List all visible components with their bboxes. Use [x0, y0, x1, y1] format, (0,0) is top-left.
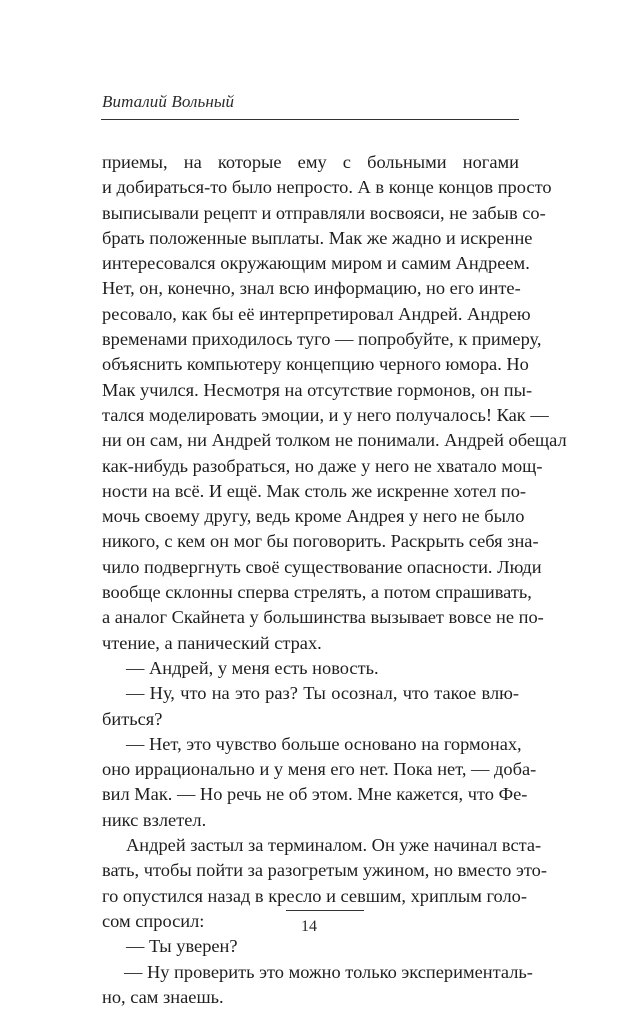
dialogue-line: — Ну проверить это можно только эксперименталь- — [124, 961, 533, 982]
text-line: никого, с кем он мог бы поговорить. Раскрыть себя зна- — [102, 531, 539, 552]
footer-divider — [286, 910, 364, 911]
text-line: тался моделировать эмоции, и у него получалось! Как — — [102, 404, 549, 425]
text-line: брать положенные выплаты. Мак же жадно и искренне — [102, 227, 533, 248]
text-line: вообще склонны сперва стрелять, а потом спрашивать, — [102, 582, 532, 603]
dialogue-line: — Ты уверен? — [126, 936, 238, 957]
text-line: но, сам знаешь. — [102, 986, 224, 1007]
text-line: го опустился назад в кресло и севшим, хриплым голо- — [102, 885, 527, 906]
text-line: а аналог Скайнета у большинства вызывает вовсе не по- — [102, 607, 544, 628]
dialogue-line: — Нет, это чувство больше основано на гормонах, — [126, 733, 522, 754]
text-line: вил Мак. — Но речь не об этом. Мне кажется, что Фе- — [102, 784, 528, 805]
body-text — [102, 150, 567, 1010]
text-line: выписывали рецепт и отправляли восвояси, не забыв со- — [102, 202, 546, 223]
text-line: никс взлетел. — [102, 809, 207, 830]
text-line: ни он сам, ни Андрей толком не понимали. Андрей обещал — [102, 430, 567, 451]
header-divider — [101, 119, 519, 120]
running-head-author: Виталий Вольный — [102, 92, 235, 111]
text-line: временами приходилось туго — попробуйте, к примеру, — [102, 329, 542, 350]
text-line: ресовало, как бы её интерпретировал Андрей. Андрею — [102, 303, 531, 324]
text-line: объяснить компьютеру концепцию черного юмора. Но — [102, 354, 529, 375]
text-line: биться? — [102, 708, 163, 729]
text-line: интересовался окружающим миром и самим Андреем. — [102, 253, 530, 274]
text-line: ности на всё. И ещё. Мак столь же искренне хотел по- — [102, 480, 527, 501]
text-line: как-нибудь разобраться, но даже у него не хватало мощ- — [102, 455, 543, 476]
text-line: оно иррационально и у меня его нет. Пока нет, — доба- — [102, 759, 537, 780]
dialogue-line: — Андрей, у меня есть новость. — [126, 657, 379, 678]
text-line: чило подвергнуть своё существование опасности. Люди — [102, 556, 542, 577]
text-line: приемы, на которые ему с больными ногами — [102, 152, 519, 172]
text-line: сом спросил: — [102, 910, 205, 931]
text-line: мочь своему другу, ведь кроме Андрея у него не было — [102, 506, 525, 527]
text-line: Нет, он, конечно, знал всю информацию, но его инте- — [102, 278, 521, 299]
text-line: Мак учился. Несмотря на отсутствие гормонов, он пы- — [102, 379, 533, 400]
page-number: 14 — [301, 918, 317, 935]
text-line: и добираться-то было непросто. А в конце концов просто — [102, 177, 552, 198]
dialogue-line: — Ну, что на это раз? Ты осознал, что такое влю- — [126, 683, 519, 704]
text-line: чтение, а панический страх. — [102, 632, 322, 653]
text-line: вать, чтобы пойти за разогретым ужином, но вместо это- — [102, 860, 547, 881]
paragraph-start-line: Андрей застыл за терминалом. Он уже начинал вста- — [126, 835, 542, 856]
